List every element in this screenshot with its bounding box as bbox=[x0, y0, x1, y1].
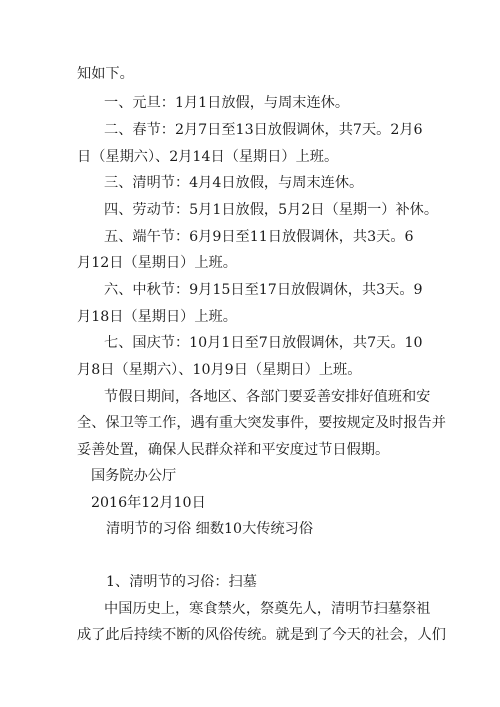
signature-office: 国务院办公厅 bbox=[91, 468, 177, 484]
text-line-spring-festival-cont: 日（星期六）、2月14日（星期日）上班。 bbox=[77, 149, 339, 165]
text-line-intro-end: 知如下。 bbox=[77, 66, 134, 82]
signature-date: 2016年12月10日 bbox=[91, 495, 206, 511]
text-line-mid-autumn-cont: 月18日（星期日）上班。 bbox=[77, 309, 237, 325]
text-line-history-1: 中国历史上，寒食禁火，祭奠先人，清明节扫墓祭祖 bbox=[104, 601, 431, 617]
text-line-labor-day: 四、劳动节：5月1日放假，5月2日（星期一）补休。 bbox=[104, 202, 439, 218]
text-line-national-day-cont: 月8日（星期六）、10月9日（星期日）上班。 bbox=[77, 362, 362, 378]
text-line-new-year: 一、元旦：1月1日放假，与周末连休。 bbox=[104, 95, 350, 111]
text-line-notice-3: 妥善处置，确保人民群众祥和平安度过节日假期。 bbox=[77, 442, 390, 458]
text-line-qingming: 三、清明节：4月4日放假，与周末连休。 bbox=[104, 175, 364, 191]
text-line-mid-autumn: 六、中秋节：9月15日至17日放假调休，共3天。9 bbox=[104, 282, 423, 298]
text-line-history-2: 成了此后持续不断的风俗传统。就是到了今天的社会，人们 bbox=[77, 627, 446, 643]
text-line-national-day: 七、国庆节：10月1日至7日放假调休，共7天。10 bbox=[104, 335, 423, 351]
text-line-notice-1: 节假日期间，各地区、各部门要妥善安排好值班和安 bbox=[104, 389, 431, 405]
text-line-dragon-boat: 五、端午节：6月9日至11日放假调休，共3天。6 bbox=[104, 229, 414, 245]
text-line-notice-2: 全、保卫等工作，遇有重大突发事件，要按规定及时报告并 bbox=[77, 415, 446, 431]
text-line-spring-festival: 二、春节：2月7日至13日放假调休，共7天。2月6 bbox=[104, 122, 423, 138]
article-title: 清明节的习俗 细数10大传统习俗 bbox=[106, 521, 314, 537]
text-line-dragon-boat-cont: 月12日（星期日）上班。 bbox=[77, 255, 237, 271]
section-heading-tomb-sweeping: 1、清明节的习俗：扫墓 bbox=[106, 574, 257, 590]
